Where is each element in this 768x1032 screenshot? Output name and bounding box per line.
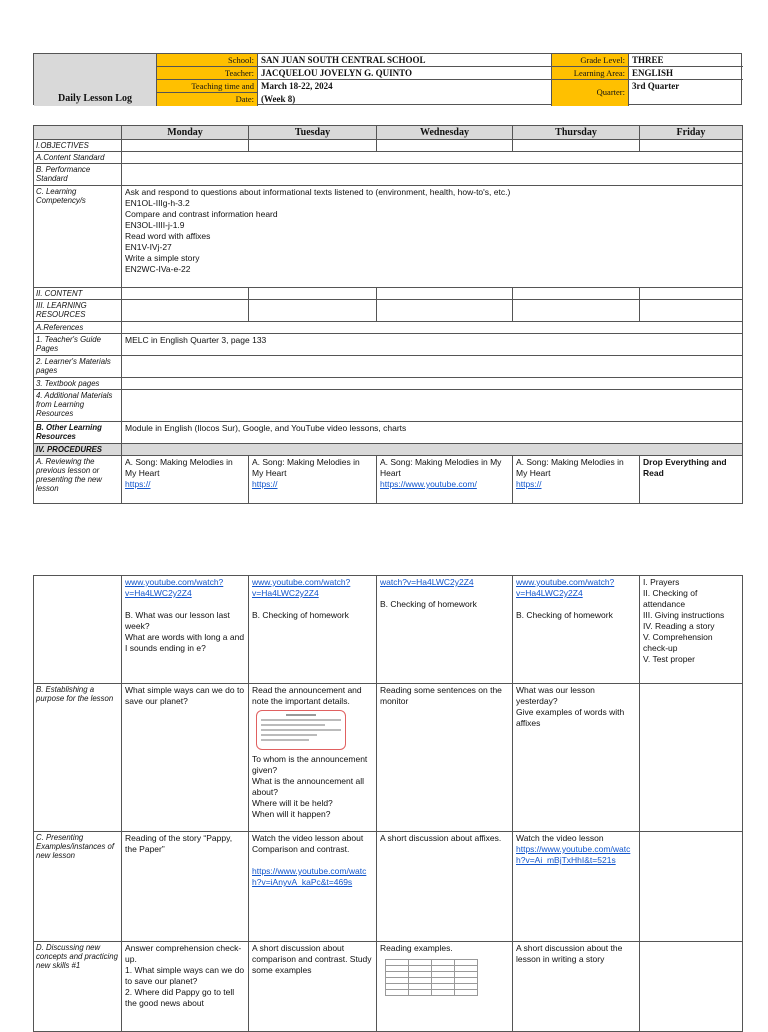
grade-label: Grade Level: bbox=[552, 54, 629, 67]
date-label: Date: bbox=[157, 93, 258, 106]
review2-tuesday bbox=[249, 576, 377, 684]
youtube-link[interactable]: https:// bbox=[252, 479, 278, 489]
row-purpose: B. Establishing a purpose for the lesson bbox=[34, 684, 122, 832]
row-presenting: C. Presenting Examples/instances of new lesson bbox=[34, 832, 122, 942]
row-additional: 4. Additional Materials from Learning Resources bbox=[34, 390, 122, 422]
other-resources-text: Module in English (Ilocos Sur), Google, and YouTube video lessons, charts bbox=[122, 422, 743, 444]
purpose-monday: What simple ways can we do to save our planet? bbox=[122, 684, 249, 832]
row-reviewing-cont bbox=[34, 576, 122, 684]
discussing-head: Answer comprehension check-up. bbox=[125, 943, 242, 964]
week-value: (Week 8) bbox=[258, 93, 552, 106]
purpose-tuesday bbox=[249, 684, 377, 832]
friday-item: III. Giving instructions bbox=[643, 610, 725, 620]
youtube-link[interactable]: www.youtube.com/watch?v=Ha4LWC2y2Z4 bbox=[516, 577, 615, 598]
competency-line: EN2WC-IVa-e-22 bbox=[125, 264, 191, 274]
youtube-link[interactable]: www.youtube.com/watch?v=Ha4LWC2y2Z4 bbox=[252, 577, 351, 598]
presenting-monday: Reading of the story “Pappy, the Paper” bbox=[122, 832, 249, 942]
row-discussing: D. Discussing new concepts and practicing new skills #1 bbox=[34, 942, 122, 1032]
affix-examples-image bbox=[385, 959, 478, 996]
review2-friday bbox=[640, 576, 743, 684]
youtube-link[interactable]: https:// bbox=[516, 479, 542, 489]
presenting-friday bbox=[640, 832, 743, 942]
competency-line: EN1OL-IIIg-h-3.2 bbox=[125, 198, 190, 208]
homework-check: B. Checking of homework bbox=[252, 610, 349, 620]
quarter-label: Quarter: bbox=[552, 80, 629, 106]
announcement-question: What is the announcement all about? bbox=[252, 776, 364, 797]
presenting-tuesday bbox=[249, 832, 377, 942]
day-wednesday: Wednesday bbox=[377, 126, 513, 140]
review2-thursday bbox=[513, 576, 640, 684]
announcement-question: To whom is the announcement given? bbox=[252, 754, 368, 775]
presenting-wednesday: A short discussion about affixes. bbox=[377, 832, 513, 942]
question-text: What are words with long a and I sounds ending in e? bbox=[125, 632, 245, 653]
youtube-link[interactable]: https://www.youtube.com/watch?v=iAnyvA_kaPc&t=469s bbox=[252, 866, 367, 887]
row-competency: C. Learning Competency/s bbox=[34, 186, 122, 288]
row-resources: III. LEARNING RESOURCES bbox=[34, 300, 122, 322]
competency-list bbox=[122, 186, 743, 288]
purpose-question: Give examples of words with affixes bbox=[516, 707, 625, 728]
announcement-intro: Read the announcement and note the important details. bbox=[252, 685, 362, 706]
announcement-question: When will it happen? bbox=[252, 809, 331, 819]
day-monday: Monday bbox=[122, 126, 249, 140]
youtube-link[interactable]: watch?v=Ha4LWC2y2Z4 bbox=[380, 577, 474, 587]
lesson-table-page1 bbox=[33, 125, 743, 504]
discussing-thursday: A short discussion about the lesson in writing a story bbox=[513, 942, 640, 1032]
homework-check: B. Checking of homework bbox=[380, 599, 477, 609]
review-monday bbox=[122, 456, 249, 504]
row-references: A.References bbox=[34, 322, 122, 334]
presenting-thursday bbox=[513, 832, 640, 942]
review-friday: Drop Everything and Read bbox=[640, 456, 743, 504]
friday-item: IV. Reading a story bbox=[643, 621, 715, 631]
examples-label: Reading examples. bbox=[380, 943, 453, 953]
video-instruction: Watch the video lesson about Comparison and contrast. bbox=[252, 833, 364, 854]
announcement-image bbox=[256, 710, 346, 750]
song-text: A. Song: Making Melodies in My Heart bbox=[252, 457, 360, 478]
day-thursday: Thursday bbox=[513, 126, 640, 140]
day-tuesday: Tuesday bbox=[249, 126, 377, 140]
song-text: A. Song: Making Melodies in My Heart bbox=[125, 457, 233, 478]
song-text: A. Song: Making Melodies in My Heart bbox=[380, 457, 502, 478]
friday-item: II. Checking of attendance bbox=[643, 588, 698, 609]
homework-check: B. Checking of homework bbox=[516, 610, 613, 620]
area-label: Learning Area: bbox=[552, 67, 629, 80]
review2-monday bbox=[122, 576, 249, 684]
review-wednesday bbox=[377, 456, 513, 504]
question-head: B. What was our lesson last week? bbox=[125, 610, 230, 631]
youtube-link[interactable]: www.youtube.com/watch?v=Ha4LWC2y2Z4 bbox=[125, 577, 224, 598]
discussing-question: 2. Where did Pappy go to tell the good news about bbox=[125, 987, 235, 1008]
day-friday: Friday bbox=[640, 126, 743, 140]
discussing-friday bbox=[640, 942, 743, 1032]
competency-line: Ask and respond to questions about informational texts listened to (environment, health, how-to's, etc.) bbox=[125, 187, 511, 197]
row-content: II. CONTENT bbox=[34, 288, 122, 300]
row-performance-standard: B. Performance Standard bbox=[34, 164, 122, 186]
lesson-table-page2 bbox=[33, 575, 743, 1032]
row-learners-materials: 2. Learner's Materials pages bbox=[34, 356, 122, 378]
announcement-question: Where will it be held? bbox=[252, 798, 333, 808]
row-textbook: 3. Textbook pages bbox=[34, 378, 122, 390]
school-value: SAN JUAN SOUTH CENTRAL SCHOOL bbox=[258, 54, 552, 67]
row-procedures: IV. PROCEDURES bbox=[34, 444, 122, 456]
teachers-guide-text: MELC in English Quarter 3, page 133 bbox=[122, 334, 743, 356]
friday-item: I. Prayers bbox=[643, 577, 680, 587]
competency-line: EN3OL-IIII-j-1.9 bbox=[125, 220, 185, 230]
teacher-value: JACQUELOU JOVELYN G. QUINTO bbox=[258, 67, 552, 80]
log-title: Daily Lesson Log bbox=[34, 54, 157, 106]
corner-cell bbox=[34, 126, 122, 140]
review-tuesday bbox=[249, 456, 377, 504]
review2-wednesday bbox=[377, 576, 513, 684]
quarter-value: 3rd Quarter bbox=[632, 81, 680, 91]
discussing-monday bbox=[122, 942, 249, 1032]
teacher-label: Teacher: bbox=[157, 67, 258, 80]
purpose-question: What was our lesson yesterday? bbox=[516, 685, 595, 706]
purpose-friday bbox=[640, 684, 743, 832]
competency-line: EN1V-IVj-27 bbox=[125, 242, 172, 252]
row-teachers-guide: 1. Teacher's Guide Pages bbox=[34, 334, 122, 356]
row-objectives: I.OBJECTIVES bbox=[34, 140, 122, 152]
friday-item: V. Test proper bbox=[643, 654, 695, 664]
youtube-link[interactable]: https:// bbox=[125, 479, 151, 489]
competency-line: Read word with affixes bbox=[125, 231, 211, 241]
school-label: School: bbox=[157, 54, 258, 67]
review-thursday bbox=[513, 456, 640, 504]
time-label: Teaching time and bbox=[157, 80, 258, 93]
row-content-standard: A.Content Standard bbox=[34, 152, 122, 164]
grade-value: THREE bbox=[629, 54, 743, 67]
purpose-thursday bbox=[513, 684, 640, 832]
area-value: ENGLISH bbox=[629, 67, 743, 80]
youtube-link[interactable]: https://www.youtube.com/ bbox=[380, 479, 477, 489]
song-text: A. Song: Making Melodies in My Heart bbox=[516, 457, 624, 478]
discussing-question: 1. What simple ways can we do to save our planet? bbox=[125, 965, 245, 986]
friday-item: V. Comprehension check-up bbox=[643, 632, 713, 653]
discussing-wednesday bbox=[377, 942, 513, 1032]
competency-line: Compare and contrast information heard bbox=[125, 209, 278, 219]
row-reviewing: A. Reviewing the previous lesson or presenting the new lesson bbox=[34, 456, 122, 504]
youtube-link[interactable]: https://www.youtube.com/watch?v=Ai_mBjTxHhI&t=521s bbox=[516, 844, 631, 865]
competency-line: Write a simple story bbox=[125, 253, 200, 263]
row-other-resources: B. Other Learning Resources bbox=[34, 422, 122, 444]
video-instruction: Watch the video lesson bbox=[516, 833, 604, 843]
discussing-tuesday: A short discussion about comparison and contrast. Study some examples bbox=[249, 942, 377, 1032]
header-block bbox=[33, 53, 742, 105]
date-value: March 18-22, 2024 bbox=[258, 80, 552, 93]
purpose-wednesday: Reading some sentences on the monitor bbox=[377, 684, 513, 832]
